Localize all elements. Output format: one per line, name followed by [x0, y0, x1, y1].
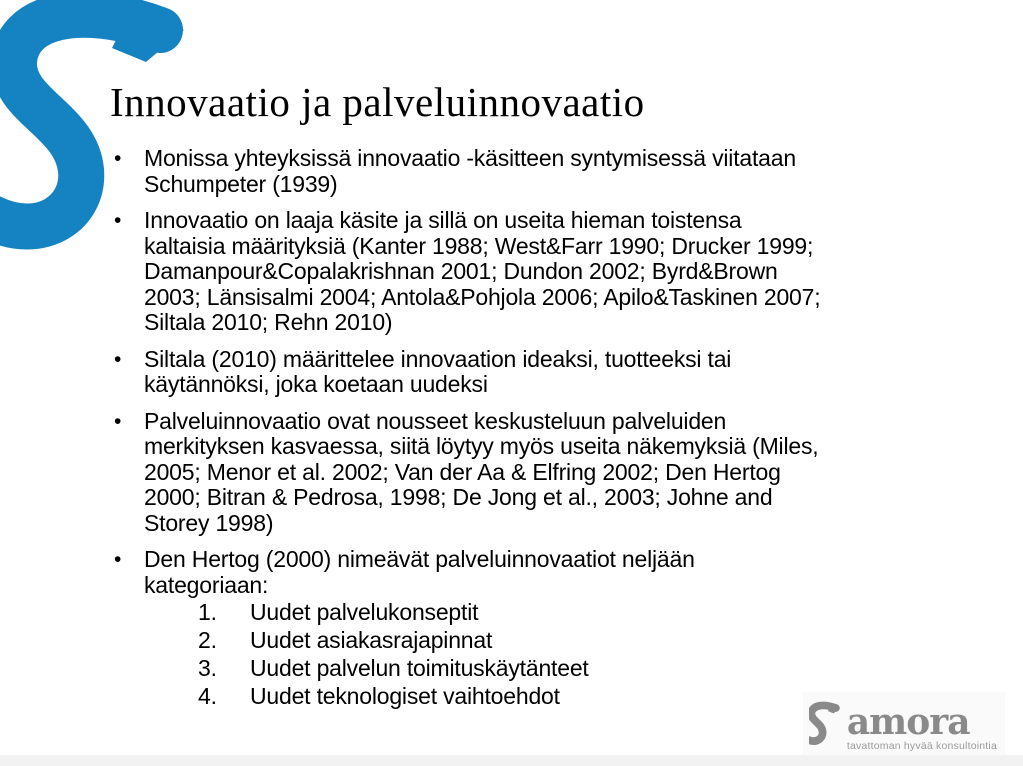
item-number: 2.: [198, 627, 217, 653]
bullet-line: Siltala 2010; Rehn 2010): [144, 309, 393, 335]
brand-name: amora: [846, 701, 970, 743]
item-label: Uudet teknologiset vaihtoehdot: [250, 683, 560, 709]
bullet-line: Siltala (2010) määrittelee innovaation ideaksi, tuotteeksi tai: [144, 345, 732, 372]
brand-tagline: tavattoman hyvää konsultointia: [846, 740, 997, 752]
bullet-line: Storey 1998): [144, 509, 274, 536]
bullet-line: merkityksen kasvaessa, siitä löytyy myös useita näkemyksiä (Miles,: [144, 433, 819, 459]
item-number: 3.: [198, 655, 217, 681]
item-label: Uudet palvelun toimituskäytänteet: [250, 655, 589, 681]
bullet-line: Monissa yhteyksissä innovaatio -käsitteen syntymisessä viitataan: [144, 145, 796, 171]
bullet-line: 2005; Menor et al. 2002; Van der Aa & Elfring 2002; Den Hertog: [144, 458, 781, 485]
samora-logo: [803, 692, 1005, 758]
bullet-marker: •: [114, 548, 122, 571]
bullet-item: [110, 208, 990, 336]
bullet-line: kaltaisia määrityksiä (Kanter 1988; West&Farr 1990; Drucker 1999;: [144, 232, 814, 259]
bullet-item: [110, 347, 990, 398]
bullet-line: Innovaatio on laaja käsite ja sillä on useita hieman toistensa: [144, 207, 742, 233]
bottom-strip: [0, 755, 1023, 766]
bullet-marker: •: [114, 209, 122, 232]
bullet-marker: •: [114, 147, 122, 170]
item-label: Uudet asiakasrajapinnat: [250, 627, 493, 653]
bullet-marker: •: [114, 409, 122, 433]
bullet-line: 2003; Länsisalmi 2004; Antola&Pohjola 2006; Apilo&Taskinen 2007;: [144, 283, 821, 310]
bullet-line: 2000; Bitran & Pedrosa, 1998; De Jong et al., 2003; Johne and: [144, 484, 773, 510]
numbered-item: [110, 626, 990, 654]
numbered-item: [110, 598, 990, 626]
item-number: 1.: [198, 599, 217, 625]
item-number: 4.: [198, 683, 217, 709]
bullet-line: Palveluinnovaatio ovat nousseet keskusteluun palveluiden: [144, 407, 727, 434]
samora-s-icon: [809, 696, 851, 754]
bullet-item: [110, 547, 990, 598]
slide-title: Innovaatio ja palveluinnovaatio: [110, 79, 645, 125]
slide-body: [110, 146, 990, 710]
numbered-item: [110, 654, 990, 682]
bullet-marker: •: [114, 347, 122, 371]
bullet-line: kategoriaan:: [144, 571, 269, 598]
bullet-item: [110, 409, 990, 537]
bullet-line: käytännöksi, joka koetaan uudeksi: [144, 371, 488, 397]
bullet-item: [110, 146, 990, 197]
bullet-line: Damanpour&Copalakrishnan 2001; Dundon 2002; Byrd&Brown: [144, 258, 778, 284]
item-label: Uudet palvelukonseptit: [250, 599, 479, 625]
bullet-line: Schumpeter (1939): [144, 170, 338, 197]
bullet-line: Den Hertog (2000) nimeävät palveluinnovaatiot neljään: [144, 546, 695, 572]
